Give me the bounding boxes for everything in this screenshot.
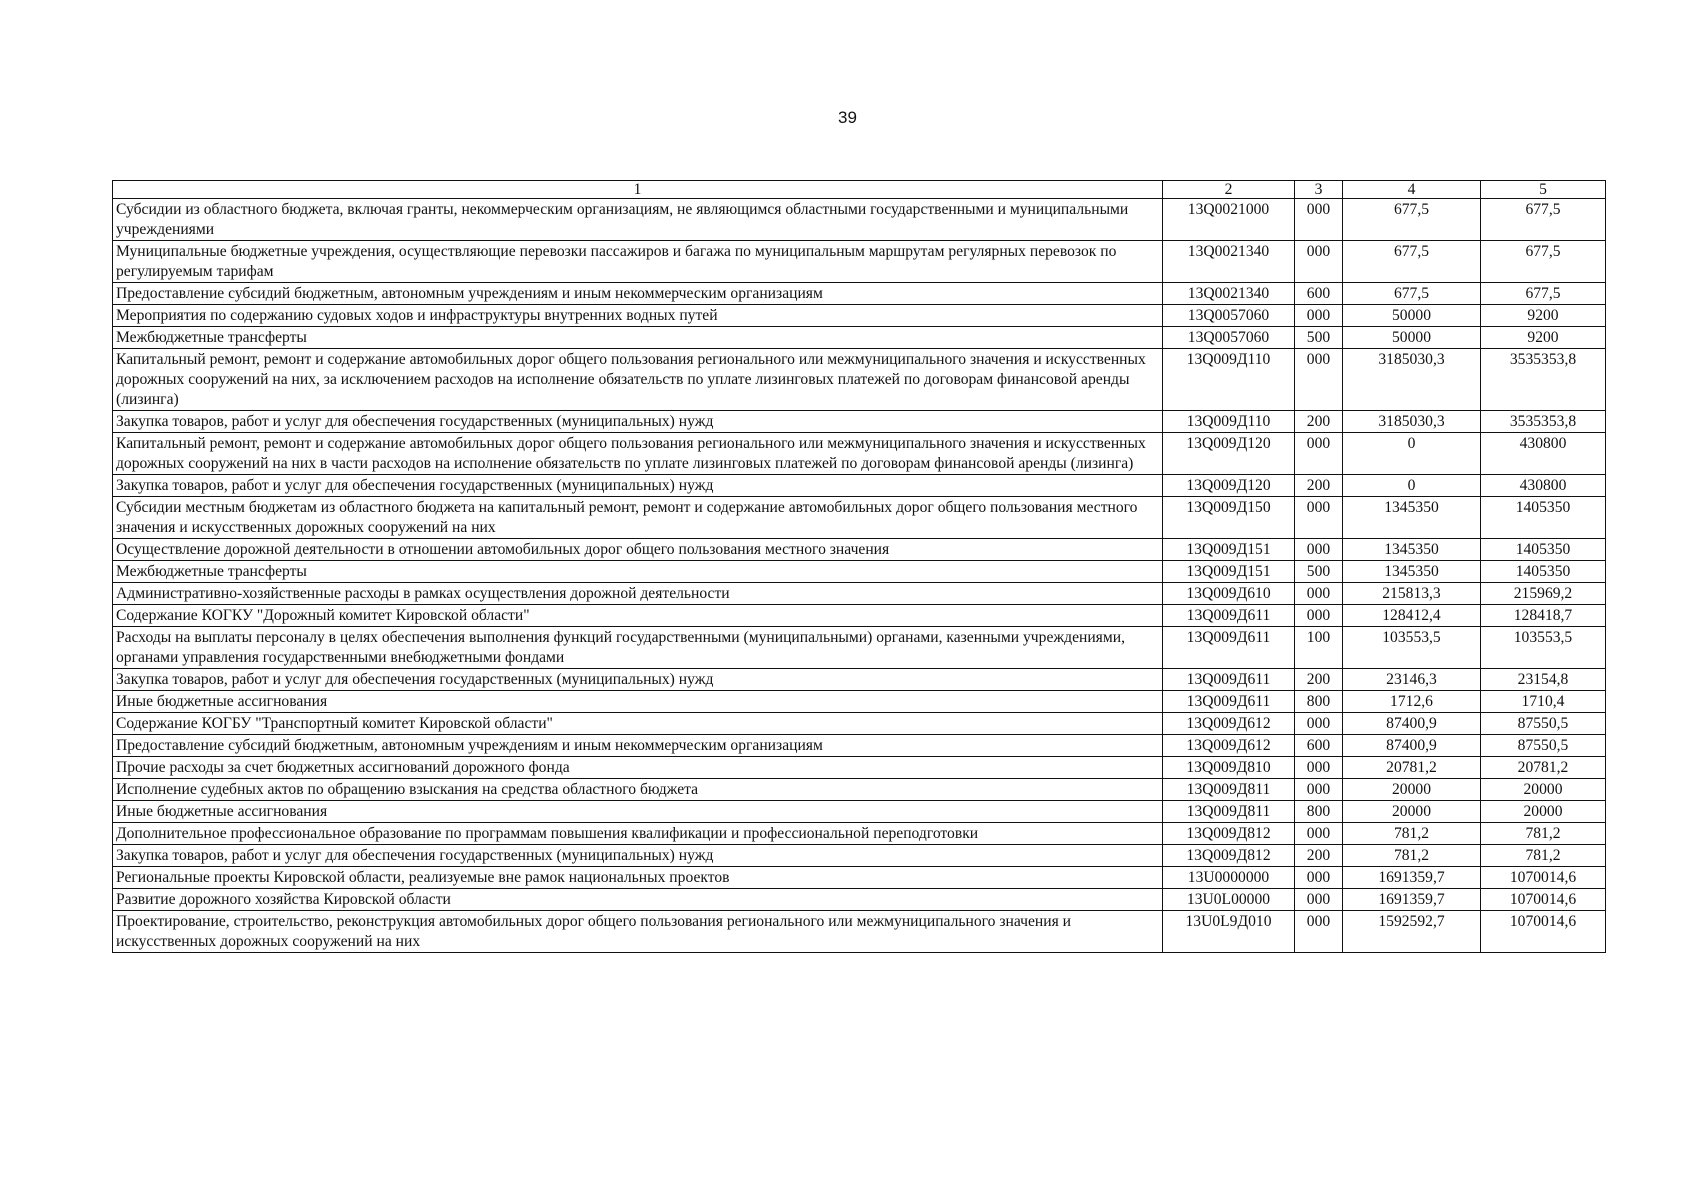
row-value-col5-cell: 215969,2 xyxy=(1481,583,1606,605)
row-type-cell: 600 xyxy=(1295,735,1343,757)
row-value-col4-cell: 677,5 xyxy=(1343,283,1481,305)
table-row xyxy=(113,241,1606,283)
row-value-col4-cell: 3185030,3 xyxy=(1343,349,1481,411)
row-type-cell: 000 xyxy=(1295,713,1343,735)
row-name-cell: Закупка товаров, работ и услуг для обеспечения государственных (муниципальных) нужд xyxy=(113,411,1163,433)
row-value-col5-cell: 1405350 xyxy=(1481,539,1606,561)
row-type-cell: 000 xyxy=(1295,583,1343,605)
row-name-cell: Расходы на выплаты персоналу в целях обеспечения выполнения функций государственными (муниципальными) органами, казенными учреждениями, органами управления государственными внебюджетными фондами xyxy=(113,627,1163,669)
table-row xyxy=(113,889,1606,911)
table-row xyxy=(113,433,1606,475)
row-name-cell: Мероприятия по содержанию судовых ходов и инфраструктуры внутренних водных путей xyxy=(113,305,1163,327)
table-row xyxy=(113,349,1606,411)
row-value-col5-cell: 677,5 xyxy=(1481,283,1606,305)
row-code-cell: 13Q009Д120 xyxy=(1163,433,1295,475)
row-name-cell: Межбюджетные трансферты xyxy=(113,561,1163,583)
table-row xyxy=(113,911,1606,953)
row-value-col5-cell: 677,5 xyxy=(1481,241,1606,283)
row-name-cell: Капитальный ремонт, ремонт и содержание автомобильных дорог общего пользования регионального или межмуниципального значения и искусственных дорожных сооружений на них, за исключением расходов на исполнение обязательств по уплате лизинговых платежей по договорам финансовой аренды (лизинга) xyxy=(113,349,1163,411)
page-number: 39 xyxy=(838,108,857,127)
table-row xyxy=(113,823,1606,845)
row-value-col5-cell: 103553,5 xyxy=(1481,627,1606,669)
row-name-cell: Дополнительное профессиональное образование по программам повышения квалификации и профессиональной переподготовки xyxy=(113,823,1163,845)
row-value-col4-cell: 3185030,3 xyxy=(1343,411,1481,433)
row-type-cell: 200 xyxy=(1295,845,1343,867)
row-type-cell: 000 xyxy=(1295,867,1343,889)
row-type-cell: 200 xyxy=(1295,411,1343,433)
row-name-cell: Капитальный ремонт, ремонт и содержание автомобильных дорог общего пользования регионального или межмуниципального значения и искусственных дорожных сооружений на них в части расходов на исполнение обязательств по уплате лизинговых платежей по договорам финансовой аренды (лизинга) xyxy=(113,433,1163,475)
row-type-cell: 000 xyxy=(1295,539,1343,561)
row-code-cell: 13Q009Д151 xyxy=(1163,561,1295,583)
row-name-cell: Проектирование, строительство, реконструкция автомобильных дорог общего пользования регионального или межмуниципального значения и искусственных дорожных сооружений на них xyxy=(113,911,1163,953)
table-row xyxy=(113,327,1606,349)
table-row xyxy=(113,691,1606,713)
row-name-cell: Прочие расходы за счет бюджетных ассигнований дорожного фонда xyxy=(113,757,1163,779)
row-name-cell: Административно-хозяйственные расходы в рамках осуществления дорожной деятельности xyxy=(113,583,1163,605)
row-type-cell: 000 xyxy=(1295,757,1343,779)
row-name-cell: Закупка товаров, работ и услуг для обеспечения государственных (муниципальных) нужд xyxy=(113,669,1163,691)
table-row xyxy=(113,627,1606,669)
row-type-cell: 000 xyxy=(1295,497,1343,539)
row-code-cell: 13U0L00000 xyxy=(1163,889,1295,911)
row-value-col4-cell: 128412,4 xyxy=(1343,605,1481,627)
column-header-3: 3 xyxy=(1295,181,1343,199)
table-row xyxy=(113,605,1606,627)
row-code-cell: 13Q009Д812 xyxy=(1163,823,1295,845)
row-value-col5-cell: 87550,5 xyxy=(1481,713,1606,735)
row-value-col5-cell: 9200 xyxy=(1481,327,1606,349)
column-header-2: 2 xyxy=(1163,181,1295,199)
row-value-col5-cell: 20000 xyxy=(1481,801,1606,823)
row-value-col5-cell: 1405350 xyxy=(1481,497,1606,539)
row-value-col4-cell: 50000 xyxy=(1343,327,1481,349)
row-name-cell: Предоставление субсидий бюджетным, автономным учреждениям и иным некоммерческим организациям xyxy=(113,283,1163,305)
column-header-4: 4 xyxy=(1343,181,1481,199)
budget-table xyxy=(112,180,1606,953)
row-code-cell: 13Q009Д611 xyxy=(1163,691,1295,713)
row-code-cell: 13Q0021000 xyxy=(1163,199,1295,241)
table-row xyxy=(113,669,1606,691)
table-body xyxy=(113,181,1606,953)
row-value-col5-cell: 20000 xyxy=(1481,779,1606,801)
row-value-col4-cell: 1592592,7 xyxy=(1343,911,1481,953)
table-row xyxy=(113,411,1606,433)
row-type-cell: 000 xyxy=(1295,823,1343,845)
row-type-cell: 000 xyxy=(1295,911,1343,953)
row-value-col4-cell: 1345350 xyxy=(1343,539,1481,561)
row-value-col4-cell: 1691359,7 xyxy=(1343,889,1481,911)
row-value-col4-cell: 677,5 xyxy=(1343,199,1481,241)
row-code-cell: 13Q009Д610 xyxy=(1163,583,1295,605)
row-name-cell: Субсидии из областного бюджета, включая гранты, некоммерческим организациям, не являющимся областными государственными и муниципальными учреждениями xyxy=(113,199,1163,241)
row-name-cell: Иные бюджетные ассигнования xyxy=(113,801,1163,823)
row-type-cell: 600 xyxy=(1295,283,1343,305)
row-code-cell: 13Q009Д611 xyxy=(1163,605,1295,627)
row-value-col4-cell: 87400,9 xyxy=(1343,735,1481,757)
row-value-col4-cell: 0 xyxy=(1343,433,1481,475)
row-name-cell: Региональные проекты Кировской области, реализуемые вне рамок национальных проектов xyxy=(113,867,1163,889)
row-type-cell: 000 xyxy=(1295,779,1343,801)
row-name-cell: Иные бюджетные ассигнования xyxy=(113,691,1163,713)
row-value-col5-cell: 3535353,8 xyxy=(1481,349,1606,411)
row-value-col4-cell: 781,2 xyxy=(1343,823,1481,845)
row-code-cell: 13Q009Д110 xyxy=(1163,349,1295,411)
row-value-col5-cell: 9200 xyxy=(1481,305,1606,327)
row-value-col5-cell: 430800 xyxy=(1481,475,1606,497)
row-value-col5-cell: 128418,7 xyxy=(1481,605,1606,627)
row-code-cell: 13Q009Д811 xyxy=(1163,801,1295,823)
row-value-col5-cell: 1070014,6 xyxy=(1481,867,1606,889)
row-name-cell: Муниципальные бюджетные учреждения, осуществляющие перевозки пассажиров и багажа по муниципальным маршрутам регулярных перевозок по регулируемым тарифам xyxy=(113,241,1163,283)
row-value-col5-cell: 677,5 xyxy=(1481,199,1606,241)
row-type-cell: 500 xyxy=(1295,561,1343,583)
row-name-cell: Закупка товаров, работ и услуг для обеспечения государственных (муниципальных) нужд xyxy=(113,845,1163,867)
row-code-cell: 13Q0021340 xyxy=(1163,283,1295,305)
row-code-cell: 13Q009Д151 xyxy=(1163,539,1295,561)
row-code-cell: 13Q009Д811 xyxy=(1163,779,1295,801)
table-row xyxy=(113,779,1606,801)
row-code-cell: 13Q009Д810 xyxy=(1163,757,1295,779)
row-type-cell: 000 xyxy=(1295,241,1343,283)
row-value-col4-cell: 677,5 xyxy=(1343,241,1481,283)
row-value-col5-cell: 781,2 xyxy=(1481,845,1606,867)
row-name-cell: Исполнение судебных актов по обращению взыскания на средства областного бюджета xyxy=(113,779,1163,801)
row-code-cell: 13Q009Д110 xyxy=(1163,411,1295,433)
row-code-cell: 13Q009Д812 xyxy=(1163,845,1295,867)
table-row xyxy=(113,497,1606,539)
row-type-cell: 800 xyxy=(1295,691,1343,713)
row-value-col5-cell: 1710,4 xyxy=(1481,691,1606,713)
row-value-col4-cell: 20000 xyxy=(1343,779,1481,801)
row-value-col4-cell: 23146,3 xyxy=(1343,669,1481,691)
row-value-col5-cell: 781,2 xyxy=(1481,823,1606,845)
row-code-cell: 13Q009Д612 xyxy=(1163,713,1295,735)
row-name-cell: Предоставление субсидий бюджетным, автономным учреждениям и иным некоммерческим организациям xyxy=(113,735,1163,757)
row-value-col5-cell: 430800 xyxy=(1481,433,1606,475)
table-row xyxy=(113,713,1606,735)
row-name-cell: Содержание КОГБУ "Транспортный комитет Кировской области" xyxy=(113,713,1163,735)
row-value-col4-cell: 87400,9 xyxy=(1343,713,1481,735)
row-code-cell: 13Q009Д611 xyxy=(1163,627,1295,669)
row-value-col4-cell: 215813,3 xyxy=(1343,583,1481,605)
table-header-row xyxy=(113,181,1606,199)
row-name-cell: Осуществление дорожной деятельности в отношении автомобильных дорог общего пользования местного значения xyxy=(113,539,1163,561)
row-value-col4-cell: 20781,2 xyxy=(1343,757,1481,779)
row-code-cell: 13Q0021340 xyxy=(1163,241,1295,283)
row-value-col5-cell: 3535353,8 xyxy=(1481,411,1606,433)
row-value-col5-cell: 1070014,6 xyxy=(1481,889,1606,911)
column-header-1: 1 xyxy=(113,181,1163,199)
table-row xyxy=(113,305,1606,327)
table-row xyxy=(113,199,1606,241)
row-type-cell: 200 xyxy=(1295,669,1343,691)
row-type-cell: 000 xyxy=(1295,605,1343,627)
row-type-cell: 000 xyxy=(1295,199,1343,241)
row-code-cell: 13Q009Д150 xyxy=(1163,497,1295,539)
row-code-cell: 13Q009Д120 xyxy=(1163,475,1295,497)
row-type-cell: 800 xyxy=(1295,801,1343,823)
table-row xyxy=(113,845,1606,867)
row-name-cell: Закупка товаров, работ и услуг для обеспечения государственных (муниципальных) нужд xyxy=(113,475,1163,497)
row-code-cell: 13U0L9Д010 xyxy=(1163,911,1295,953)
row-name-cell: Межбюджетные трансферты xyxy=(113,327,1163,349)
column-header-5: 5 xyxy=(1481,181,1606,199)
row-name-cell: Содержание КОГКУ "Дорожный комитет Кировской области" xyxy=(113,605,1163,627)
row-code-cell: 13Q009Д612 xyxy=(1163,735,1295,757)
table-row xyxy=(113,561,1606,583)
row-value-col5-cell: 20781,2 xyxy=(1481,757,1606,779)
row-value-col5-cell: 87550,5 xyxy=(1481,735,1606,757)
row-value-col4-cell: 50000 xyxy=(1343,305,1481,327)
row-value-col4-cell: 781,2 xyxy=(1343,845,1481,867)
row-type-cell: 000 xyxy=(1295,305,1343,327)
table-row xyxy=(113,583,1606,605)
table-row xyxy=(113,735,1606,757)
row-value-col4-cell: 20000 xyxy=(1343,801,1481,823)
row-value-col5-cell: 1405350 xyxy=(1481,561,1606,583)
table-row xyxy=(113,757,1606,779)
table-row xyxy=(113,867,1606,889)
table-row xyxy=(113,475,1606,497)
row-name-cell: Развитие дорожного хозяйства Кировской области xyxy=(113,889,1163,911)
row-value-col5-cell: 23154,8 xyxy=(1481,669,1606,691)
row-type-cell: 200 xyxy=(1295,475,1343,497)
row-value-col4-cell: 1712,6 xyxy=(1343,691,1481,713)
row-type-cell: 100 xyxy=(1295,627,1343,669)
row-value-col5-cell: 1070014,6 xyxy=(1481,911,1606,953)
row-value-col4-cell: 1345350 xyxy=(1343,497,1481,539)
row-type-cell: 500 xyxy=(1295,327,1343,349)
row-type-cell: 000 xyxy=(1295,889,1343,911)
row-value-col4-cell: 103553,5 xyxy=(1343,627,1481,669)
row-type-cell: 000 xyxy=(1295,349,1343,411)
row-name-cell: Субсидии местным бюджетам из областного бюджета на капитальный ремонт, ремонт и содержание автомобильных дорог общего пользования местного значения и искусственных дорожных сооружений на них xyxy=(113,497,1163,539)
row-code-cell: 13U0000000 xyxy=(1163,867,1295,889)
table-row xyxy=(113,283,1606,305)
table-row xyxy=(113,539,1606,561)
row-type-cell: 000 xyxy=(1295,433,1343,475)
row-code-cell: 13Q009Д611 xyxy=(1163,669,1295,691)
row-value-col4-cell: 0 xyxy=(1343,475,1481,497)
table-row xyxy=(113,801,1606,823)
row-code-cell: 13Q0057060 xyxy=(1163,305,1295,327)
row-value-col4-cell: 1691359,7 xyxy=(1343,867,1481,889)
row-code-cell: 13Q0057060 xyxy=(1163,327,1295,349)
row-value-col4-cell: 1345350 xyxy=(1343,561,1481,583)
